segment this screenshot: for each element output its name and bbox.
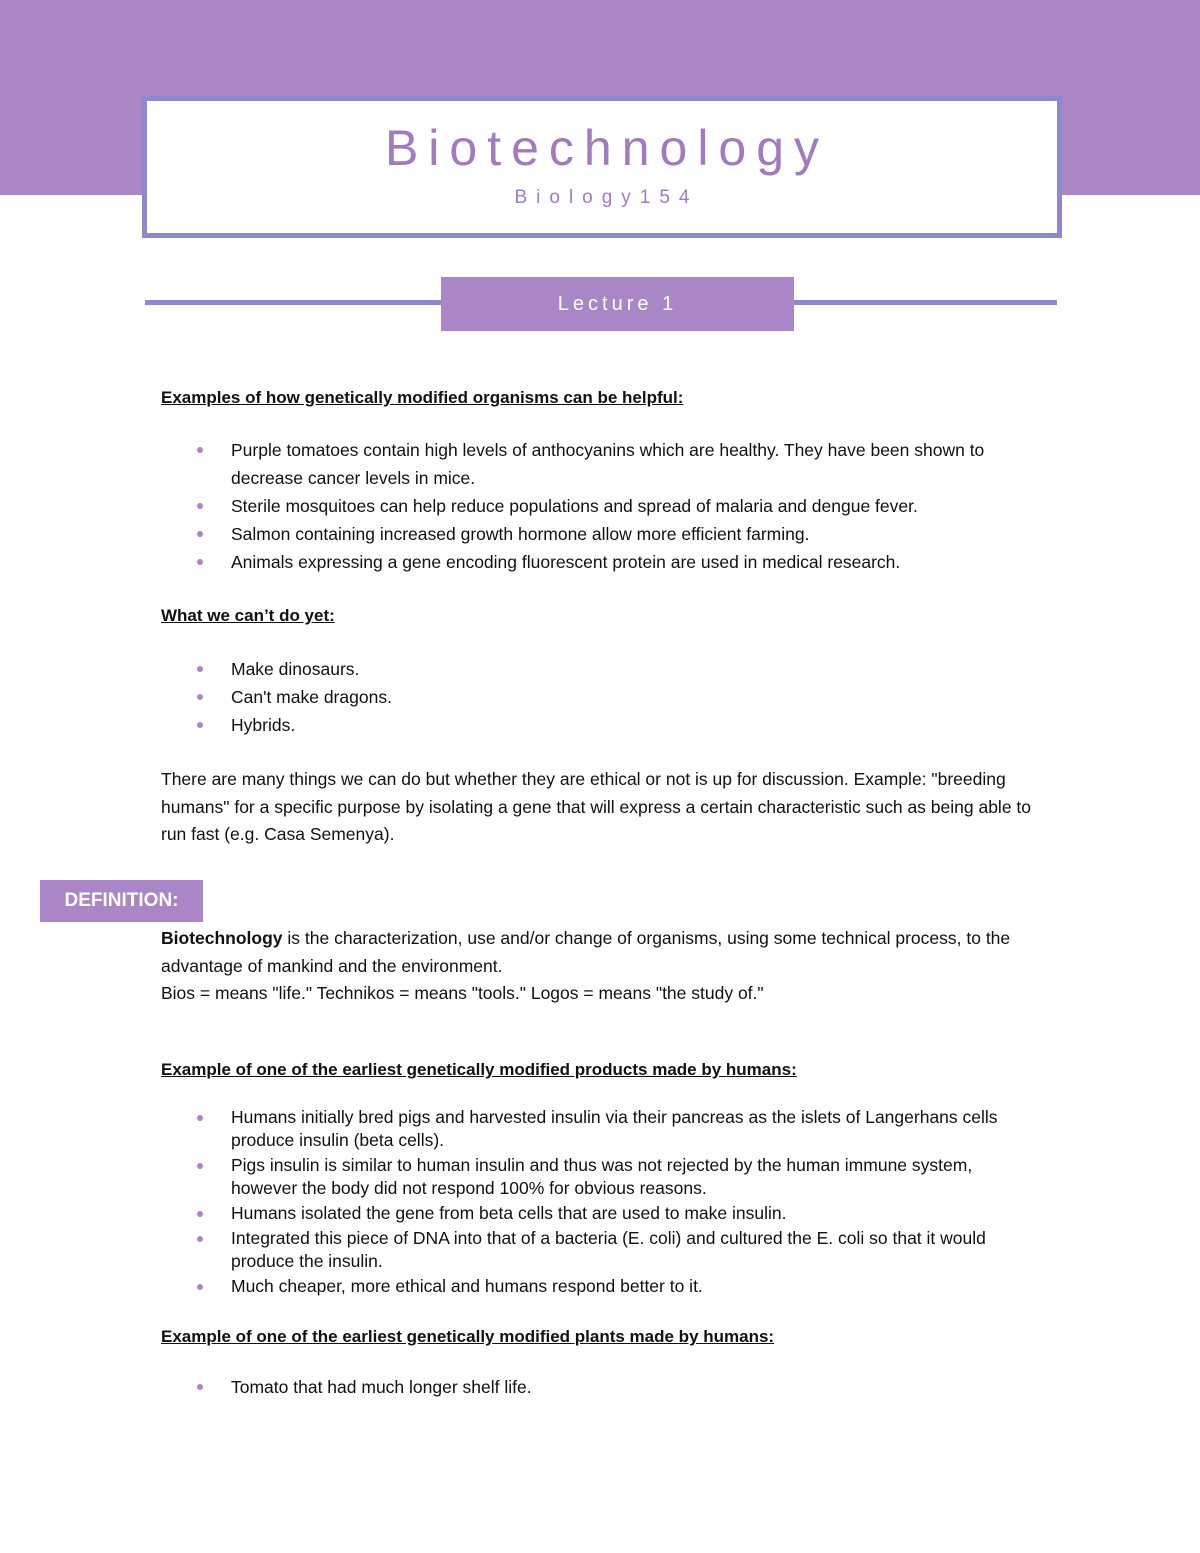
- cant-do-yet-list: [196, 655, 1036, 739]
- definition-block: [161, 925, 1041, 1008]
- list-item: Sterile mosquitoes can help reduce populations and spread of malaria and dengue fever.: [196, 492, 1036, 520]
- lecture-label: Lecture 1: [441, 277, 794, 331]
- section-heading-cant-do-yet: What we can’t do yet:: [161, 606, 335, 625]
- list-item: Make dinosaurs.: [196, 655, 1036, 683]
- list-item: Much cheaper, more ethical and humans respond better to it.: [196, 1275, 1036, 1298]
- definition-text: [161, 925, 1041, 980]
- list-item: Humans initially bred pigs and harvested insulin via their pancreas as the islets of Langerhans cells produce insulin (beta cells).: [196, 1106, 1036, 1152]
- gm-plants-list: [196, 1373, 1036, 1401]
- ethics-paragraph: There are many things we can do but whether they are ethical or not is up for discussion. Example: "breeding humans" for a specific purpose by isolating a gene that will express a certain characteristic such as being able to run fast (e.g. Casa Semenya).: [161, 769, 1032, 844]
- section-heading-gm-products: Example of one of the earliest genetically modified products made by humans:: [161, 1060, 797, 1079]
- title-box: [142, 96, 1062, 238]
- section-heading-gmo-helpful: Examples of how genetically modified organisms can be helpful:: [161, 388, 684, 407]
- list-item: Pigs insulin is similar to human insulin and thus was not rejected by the human immune system, however the body did not respond 100% for obvious reasons.: [196, 1154, 1036, 1200]
- gm-products-list: [196, 1106, 1036, 1300]
- definition-etymology: Bios = means "life." Technikos = means "tools." Logos = means "the study of.": [161, 983, 764, 1003]
- list-item: Tomato that had much longer shelf life.: [196, 1373, 1036, 1401]
- section-heading-gm-plants: Example of one of the earliest genetically modified plants made by humans:: [161, 1327, 775, 1346]
- list-item: Animals expressing a gene encoding fluorescent protein are used in medical research.: [196, 548, 1036, 576]
- list-item: Purple tomatoes contain high levels of anthocyanins which are healthy. They have been shown to decrease cancer levels in mice.: [196, 436, 1036, 492]
- list-item: Humans isolated the gene from beta cells that are used to make insulin.: [196, 1202, 1036, 1225]
- definition-body: is the characterization, use and/or change of organisms, using some technical process, to the advantage of mankind and the environment.: [161, 928, 1011, 976]
- list-item: Can't make dragons.: [196, 683, 1036, 711]
- document-title: Biotechnology: [384, 120, 830, 176]
- document-subtitle: Biology154: [514, 187, 699, 208]
- list-item: Salmon containing increased growth hormone allow more efficient farming.: [196, 520, 1036, 548]
- gmo-helpful-list: [196, 436, 1036, 576]
- definition-badge: DEFINITION:: [40, 880, 203, 922]
- list-item: Hybrids.: [196, 711, 1036, 739]
- definition-term: Biotechnology: [161, 928, 283, 948]
- list-item: Integrated this piece of DNA into that of a bacteria (E. coli) and cultured the E. coli so that it would produce the insulin.: [196, 1227, 1036, 1273]
